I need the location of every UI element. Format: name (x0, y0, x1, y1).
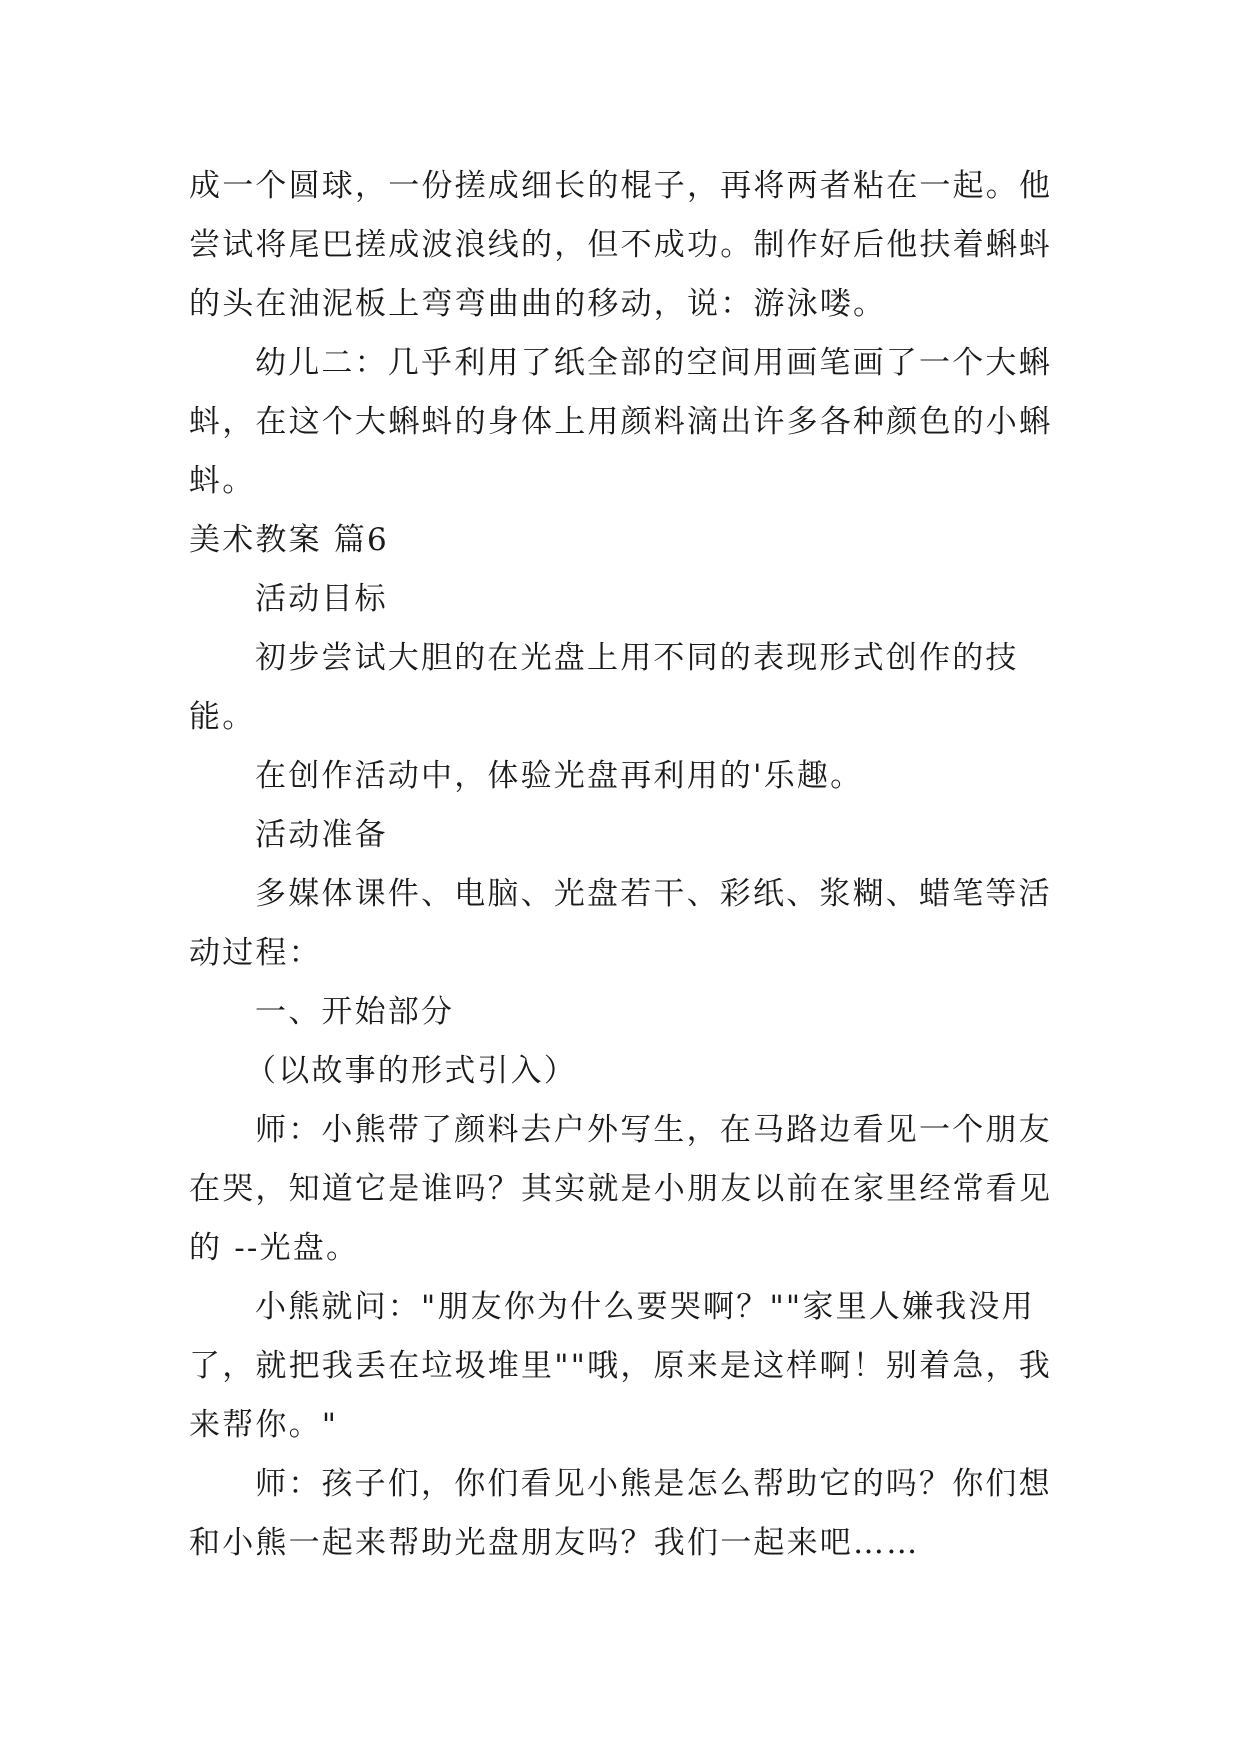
text-line: 在哭，知道它是谁吗？其实就是小朋友以前在家里经常看见 (189, 1171, 1053, 1207)
paragraph-start: 小熊就问："朋友你为什么要哭啊？""家里人嫌我没用 (255, 1289, 1035, 1325)
section-heading: 美术教案 篇6 (189, 522, 389, 558)
subheading-part-one: 一、开始部分 (255, 994, 455, 1030)
text-line: 的头在油泥板上弯弯曲曲的移动，说：游泳喽。 (189, 286, 887, 322)
text-line: 尝试将尾巴搓成波浪线的，但不成功。制作好后他扶着蝌蚪 (189, 227, 1053, 263)
subheading-activity-prep: 活动准备 (255, 817, 388, 853)
text-line: 了，就把我丢在垃圾堆里""哦，原来是这样啊！别着急，我 (189, 1348, 1052, 1384)
text-line: 来帮你。" (189, 1407, 339, 1443)
paragraph-start: 初步尝试大胆的在光盘上用不同的表现形式创作的技 (255, 640, 1019, 676)
text-line: 蚪，在这个大蝌蚪的身体上用颜料滴出许多各种颜色的小蝌 (189, 404, 1053, 440)
paragraph-start: 师：小熊带了颜料去户外写生，在马路边看见一个朋友 (255, 1112, 1052, 1148)
text-line: 的 --光盘。 (189, 1230, 360, 1266)
text-line: 蚪。 (189, 463, 256, 499)
text-line: 动过程： (189, 935, 322, 971)
text-line: 成一个圆球，一份搓成细长的棍子，再将两者粘在一起。他 (189, 168, 1053, 204)
document-page (189, 157, 1053, 1573)
paragraph-start: （以故事的形式引入） (245, 1053, 577, 1089)
paragraph-start: 幼儿二：几乎利用了纸全部的空间用画笔画了一个大蝌 (255, 345, 1052, 381)
paragraph-start: 多媒体课件、电脑、光盘若干、彩纸、浆糊、蜡笔等活 (255, 876, 1052, 912)
paragraph-start: 师：孩子们，你们看见小熊是怎么帮助它的吗？你们想 (255, 1466, 1052, 1502)
subheading-activity-goals: 活动目标 (255, 581, 388, 617)
text-line: 和小熊一起来帮助光盘朋友吗？我们一起来吧…… (189, 1525, 920, 1561)
text-line: 能。 (189, 699, 256, 735)
paragraph-start: 在创作活动中，体验光盘再利用的'乐趣。 (255, 758, 864, 794)
